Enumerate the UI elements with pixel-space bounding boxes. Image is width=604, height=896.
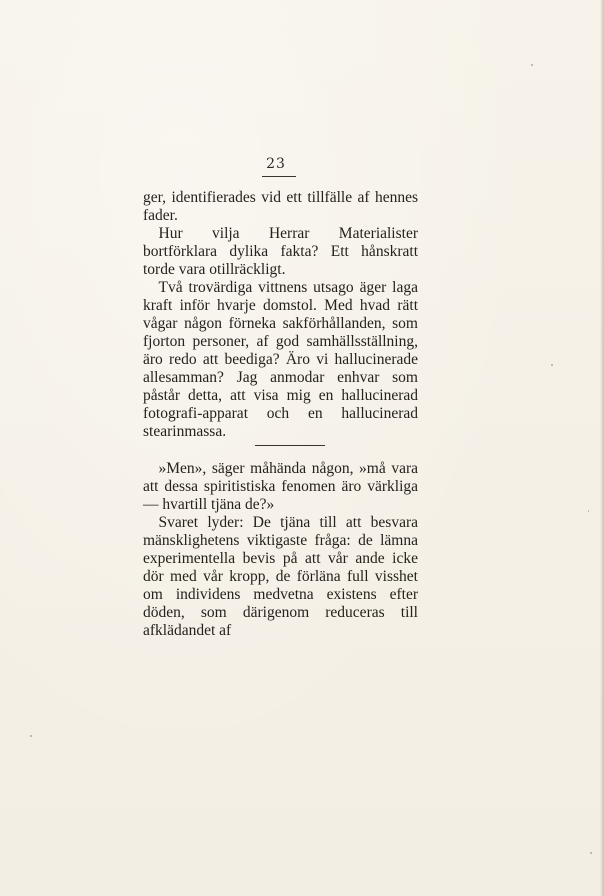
paper-speck bbox=[590, 852, 592, 854]
paper-speck bbox=[531, 64, 533, 66]
text-section-1 bbox=[143, 189, 418, 441]
paper-speck bbox=[30, 735, 32, 737]
paragraph-materialists: Hur vilja Herrar Materialister bortförklara dylika fakta? Ett hånskratt torde vara otillräckligt. bbox=[143, 225, 418, 278]
page-edge-shadow bbox=[600, 0, 604, 896]
page-number: 23 bbox=[266, 156, 286, 172]
paragraph-continuation: ger, identifierades vid ett tillfälle af hennes fader. bbox=[143, 189, 418, 224]
text-section-2 bbox=[143, 460, 418, 640]
page-number-underline bbox=[262, 176, 296, 177]
paper-speck bbox=[551, 364, 553, 366]
paragraph-witnesses: Två trovärdiga vittnens utsago äger laga kraft inför hvarje domstol. Med hvad rätt vågar någon förneka sakförhållanden, som fjorton personer, af god samhällsställning, äro redo att beediga? Äro vi hallucinerade allesamman? Jag anmodar enhvar som påstår detta, att visa mig en hallucinerad fotografi-apparat och en hallucinerad stearinmassa. bbox=[143, 279, 418, 440]
paragraph-objection: »Men», säger måhända någon, »må vara att dessa spiritistiska fenomen äro värkliga — hvartill tjäna de?» bbox=[143, 460, 418, 513]
section-divider bbox=[255, 445, 325, 446]
paper-speck bbox=[588, 510, 589, 512]
paragraph-answer: Svaret lyder: De tjäna till att besvara mänsklighetens viktigaste fråga: de lämna experimentella bevis på att vår ande icke dör med vår kropp, de förläna full visshet om individens medvetna existens efter döden, som därigenom reduceras till afklädandet af bbox=[143, 514, 418, 639]
